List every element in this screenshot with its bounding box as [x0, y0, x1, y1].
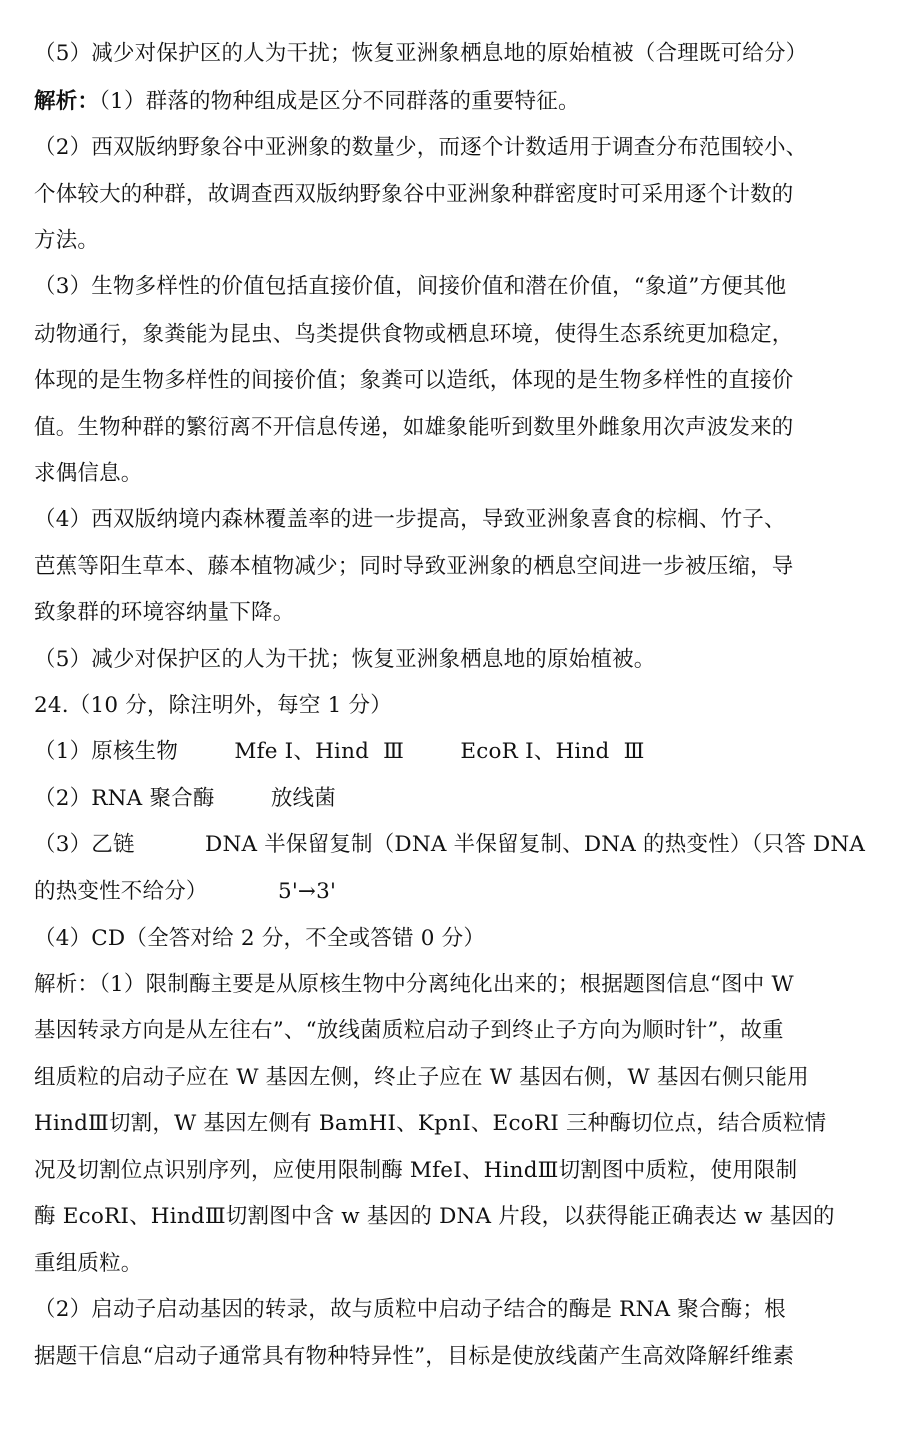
analysis-line: 动物通行，象粪能为昆虫、鸟类提供食物或栖息环境，使得生态系统更加稳定，: [34, 322, 794, 347]
analysis-line: 个体较大的种群，故调查西双版纳野象谷中亚洲象种群密度时可采用逐个计数的: [34, 182, 794, 207]
analysis-text: （1）群落的物种组成是区分不同群落的重要特征。: [99, 89, 580, 114]
answer-line: （2）RNA 聚合酶 放线菌: [34, 786, 336, 811]
analysis-line: 致象群的环境容纳量下降。: [34, 600, 295, 625]
analysis-line: （2）启动子启动基因的转录，故与质粒中启动子结合的酶是 RNA 聚合酶；根: [34, 1297, 786, 1322]
answer-line: （4）CD（全答对给 2 分，不全或答错 0 分）: [34, 926, 486, 951]
analysis-line: 芭蕉等阳生草本、藤本植物减少；同时导致亚洲象的栖息空间进一步被压缩，导: [34, 554, 794, 579]
analysis-line: （4）西双版纳境内森林覆盖率的进一步提高，导致亚洲象喜食的棕榈、竹子、: [34, 507, 786, 532]
analysis-line: 基因转录方向是从左往右”、“放线菌质粒启动子到终止子方向为顺时针”，故重: [34, 1018, 784, 1043]
analysis-line: （3）生物多样性的价值包括直接价值，间接价值和潜在价值，“象道”方便其他: [34, 274, 787, 299]
analysis-label: 解析：: [34, 89, 100, 114]
analysis-line: HindⅢ切割，W 基因左侧有 BamHI、KpnI、EcoRI 三种酶切位点，结合质粒情: [34, 1111, 827, 1136]
analysis-line: 酶 EcoRI、HindⅢ切割图中含 w 基因的 DNA 片段，以获得能正确表达 w 基因的: [34, 1204, 835, 1229]
analysis-line: [34, 88, 870, 116]
analysis-line: 体现的是生物多样性的间接价值；象粪可以造纸，体现的是生物多样性的直接价: [34, 368, 794, 393]
analysis-line: 重组质粒。: [34, 1251, 143, 1276]
answer-line: （1）原核生物 Mfe I、Hind Ⅲ EcoR I、Hind Ⅲ: [34, 739, 645, 764]
analysis-line: 解析：（1）限制酶主要是从原核生物中分离纯化出来的；根据题图信息“图中 W: [34, 972, 794, 997]
analysis-line: 据题干信息“启动子通常具有物种特异性”，目标是使放线菌产生高效降解纤维素: [34, 1344, 795, 1369]
analysis-line: 方法。: [34, 228, 100, 253]
analysis-line: 值。生物种群的繁衍离不开信息传递，如雄象能听到数里外雌象用次声波发来的: [34, 415, 794, 440]
analysis-line: 况及切割位点识别序列，应使用限制酶 MfeI、HindⅢ切割图中质粒，使用限制: [34, 1158, 798, 1183]
answer-line: （5）减少对保护区的人为干扰；恢复亚洲象栖息地的原始植被（合理既可给分）: [34, 41, 808, 66]
analysis-line: 组质粒的启动子应在 W 基因左侧，终止子应在 W 基因右侧，W 基因右侧只能用: [34, 1065, 809, 1090]
analysis-line: （2）西双版纳野象谷中亚洲象的数量少，而逐个计数适用于调查分布范围较小、: [34, 135, 808, 160]
analysis-line: 求偶信息。: [34, 461, 143, 486]
answer-line: （3）乙链 DNA 半保留复制（DNA 半保留复制、DNA 的热变性）（只答 DNA: [34, 832, 866, 857]
analysis-line: （5）减少对保护区的人为干扰；恢复亚洲象栖息地的原始植被。: [34, 647, 656, 672]
question-heading: 24.（10 分，除注明外，每空 1 分）: [34, 693, 392, 718]
answer-line: 的热变性不给分） 5'→3': [34, 879, 337, 904]
